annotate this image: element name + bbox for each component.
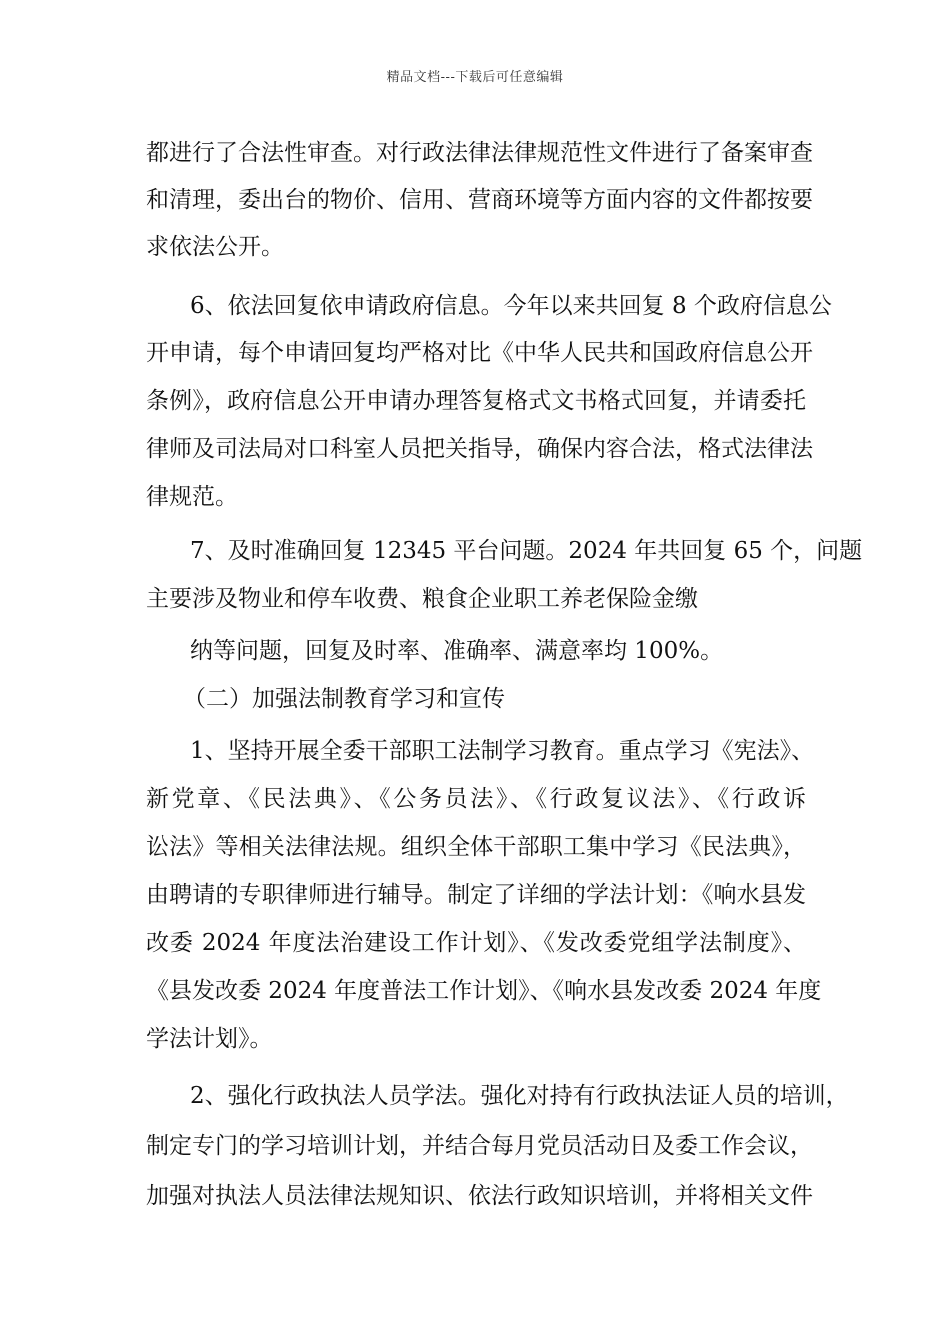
paragraph-line: 纳等问题，回复及时率、准确率、满意率均 100%。 <box>190 638 724 664</box>
paragraph-line: 改委 2024 年度法治建设工作计划》、《发改委党组学法制度》、 <box>146 930 806 956</box>
paragraph-line: 学法计划》。 <box>146 1026 273 1052</box>
paragraph-line: 开申请，每个申请回复均严格对比《中华人民共和国政府信息公开 <box>146 340 813 366</box>
page-header: 精品文档---下载后可任意编辑 <box>386 70 564 85</box>
paragraph-line: 求依法公开。 <box>146 234 284 260</box>
paragraph-line: 律规范。 <box>146 484 238 510</box>
paragraph-line: 6、依法回复依申请政府信息。今年以来共回复 8 个政府信息公 <box>190 293 832 319</box>
paragraph-line: 2、强化行政执法人员学法。强化对持有行政执法证人员的培训， <box>190 1083 849 1109</box>
paragraph-line: 7、及时准确回复 12345 平台问题。2024 年共回复 65 个，问题 <box>190 538 863 564</box>
paragraph-line: 都进行了合法性审查。对行政法律法律规范性文件进行了备案审查 <box>146 140 813 166</box>
paragraph-line: 加强对执法人员法律法规知识、依法行政知识培训，并将相关文件 <box>146 1183 813 1209</box>
paragraph-line: 律师及司法局对口科室人员把关指导，确保内容合法，格式法律法 <box>146 436 813 462</box>
section-heading: （二）加强法制教育学习和宣传 <box>183 686 505 712</box>
paragraph-line: 制定专门的学习培训计划，并结合每月党员活动日及委工作会议， <box>146 1133 813 1159</box>
paragraph-line: 和清理，委出台的物价、信用、营商环境等方面内容的文件都按要 <box>146 187 813 213</box>
paragraph-line: 新党章、《民法典》、《公务员法》、《行政复议法》、《行政诉 <box>146 786 806 812</box>
paragraph-line: 条例》，政府信息公开申请办理答复格式文书格式回复，并请委托 <box>146 388 806 414</box>
paragraph-line: 1、坚持开展全委干部职工法制学习教育。重点学习《宪法》、 <box>190 738 815 764</box>
paragraph-line: 主要涉及物业和停车收费、粮食企业职工养老保险金缴 <box>146 586 698 612</box>
paragraph-line: 讼法》等相关法律法规。组织全体干部职工集中学习《民法典》， <box>146 834 806 860</box>
paragraph-line: 由聘请的专职律师进行辅导。制定了详细的学法计划：《响水县发 <box>146 882 806 908</box>
paragraph-line: 《县发改委 2024 年度普法工作计划》、《响水县发改委 2024 年度 <box>146 978 822 1004</box>
